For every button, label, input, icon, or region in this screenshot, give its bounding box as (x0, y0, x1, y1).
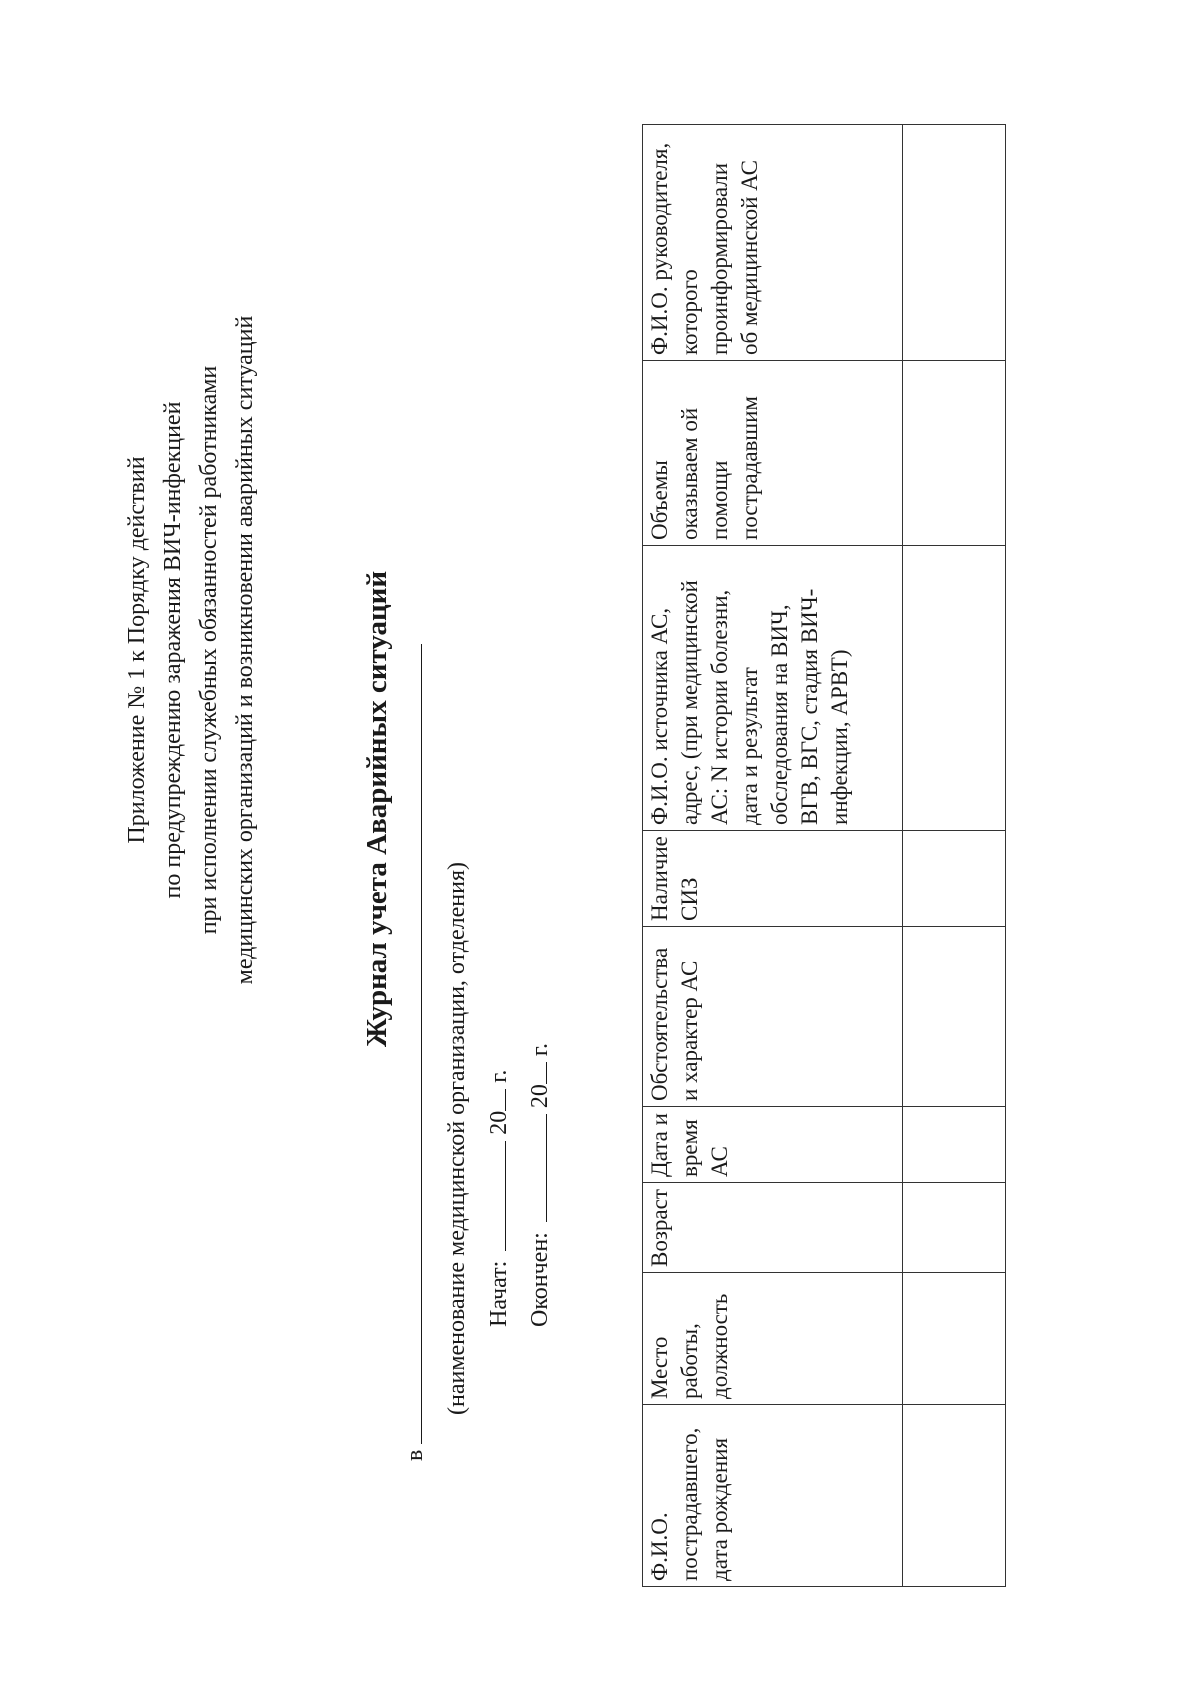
cell-line: Место (647, 1336, 672, 1399)
table-cell (903, 361, 1006, 546)
table-row (903, 125, 1006, 1587)
cell-line: Возраст (647, 1189, 672, 1267)
header-cell-datetime (643, 1107, 903, 1183)
journal-table (642, 124, 1006, 1587)
header-cell-workplace (643, 1273, 903, 1405)
cell-line: дата и результат (737, 667, 762, 825)
started-date-blank (505, 1141, 506, 1251)
cell-line: пострадавшего, (677, 1427, 702, 1581)
ended-date-blank (546, 1114, 547, 1222)
org-hint: (наименование медицинской организации, отделения) (444, 862, 470, 1415)
cell-line: которого (677, 269, 702, 355)
started-line (484, 1070, 514, 1327)
header-cell-source (643, 546, 903, 831)
header-cell-manager (643, 125, 903, 361)
org-blank (421, 644, 422, 1444)
cell-line: обследования на ВИЧ, (767, 604, 792, 825)
cell-line: работы, (677, 1323, 702, 1399)
cell-line: Ф.И.О. руководителя, (647, 142, 672, 355)
table-cell (903, 1183, 1006, 1273)
in-prefix: в (402, 1449, 428, 1461)
table-cell (903, 1107, 1006, 1183)
ended-line (525, 1043, 555, 1327)
cell-line: Ф.И.О. (647, 1512, 672, 1581)
cell-line: ВГВ, ВГС, стадия ВИЧ- (797, 588, 822, 825)
header-cell-assistance (643, 361, 903, 546)
cell-line: дата рождения (707, 1437, 732, 1581)
started-year-prefix: 20 (486, 1110, 512, 1135)
appendix-line: при исполнении служебных обязанностей работниками (196, 365, 222, 935)
appendix-line: Приложение № 1 к Порядку действий (124, 456, 150, 844)
header-cell-circumstances (643, 927, 903, 1107)
cell-line: СИЗ (677, 877, 702, 921)
cell-line: об медицинской АС (737, 160, 762, 355)
cell-line: должность (707, 1293, 732, 1399)
header-cell-age (643, 1183, 903, 1273)
cell-line: Ф.И.О. источника АС, (647, 607, 672, 825)
cell-line: инфекции, АРВТ) (827, 649, 852, 825)
cell-line: помощи (707, 460, 732, 540)
org-line (400, 644, 430, 1461)
table-header-row (643, 125, 903, 1587)
ended-year-prefix: 20 (527, 1084, 553, 1109)
cell-line: Дата и (647, 1113, 672, 1177)
ended-year-suffix: г. (527, 1043, 553, 1057)
cell-line: время (677, 1119, 702, 1177)
cell-line: Объемы (647, 460, 672, 540)
cell-line: оказываем ой (677, 407, 702, 540)
cell-line: Обстоятельства (647, 947, 672, 1101)
table-cell (903, 831, 1006, 927)
header-cell-victim (643, 1405, 903, 1587)
started-label: Начат: (486, 1260, 512, 1327)
cell-line: Наличие (647, 836, 672, 921)
table-cell (903, 125, 1006, 361)
ended-year-blank (546, 1062, 547, 1084)
cell-line: проинформировали (707, 162, 732, 355)
started-year-suffix: г. (486, 1069, 512, 1083)
cell-line: и характер АС (677, 960, 702, 1101)
header-cell-ppe (643, 831, 903, 927)
cell-line: адрес, (при медицинской (677, 580, 702, 825)
cell-line: пострадавшим (737, 396, 762, 540)
table-cell (903, 927, 1006, 1107)
journal-title: Журнал учета Аварийных ситуаций (361, 570, 393, 1047)
started-year-blank (505, 1089, 506, 1111)
cell-line: АС: N истории болезни, (707, 589, 732, 825)
appendix-header (122, 300, 260, 1000)
cell-line: АС (707, 1146, 732, 1177)
table-cell (903, 1273, 1006, 1405)
table-cell (903, 1405, 1006, 1587)
appendix-line: медицинских организаций и возникновении аварийных ситуаций (232, 315, 258, 985)
ended-label: Окончен: (527, 1232, 553, 1327)
appendix-line: по предупреждению заражения ВИЧ-инфекцией (160, 401, 186, 899)
table-cell (903, 546, 1006, 831)
